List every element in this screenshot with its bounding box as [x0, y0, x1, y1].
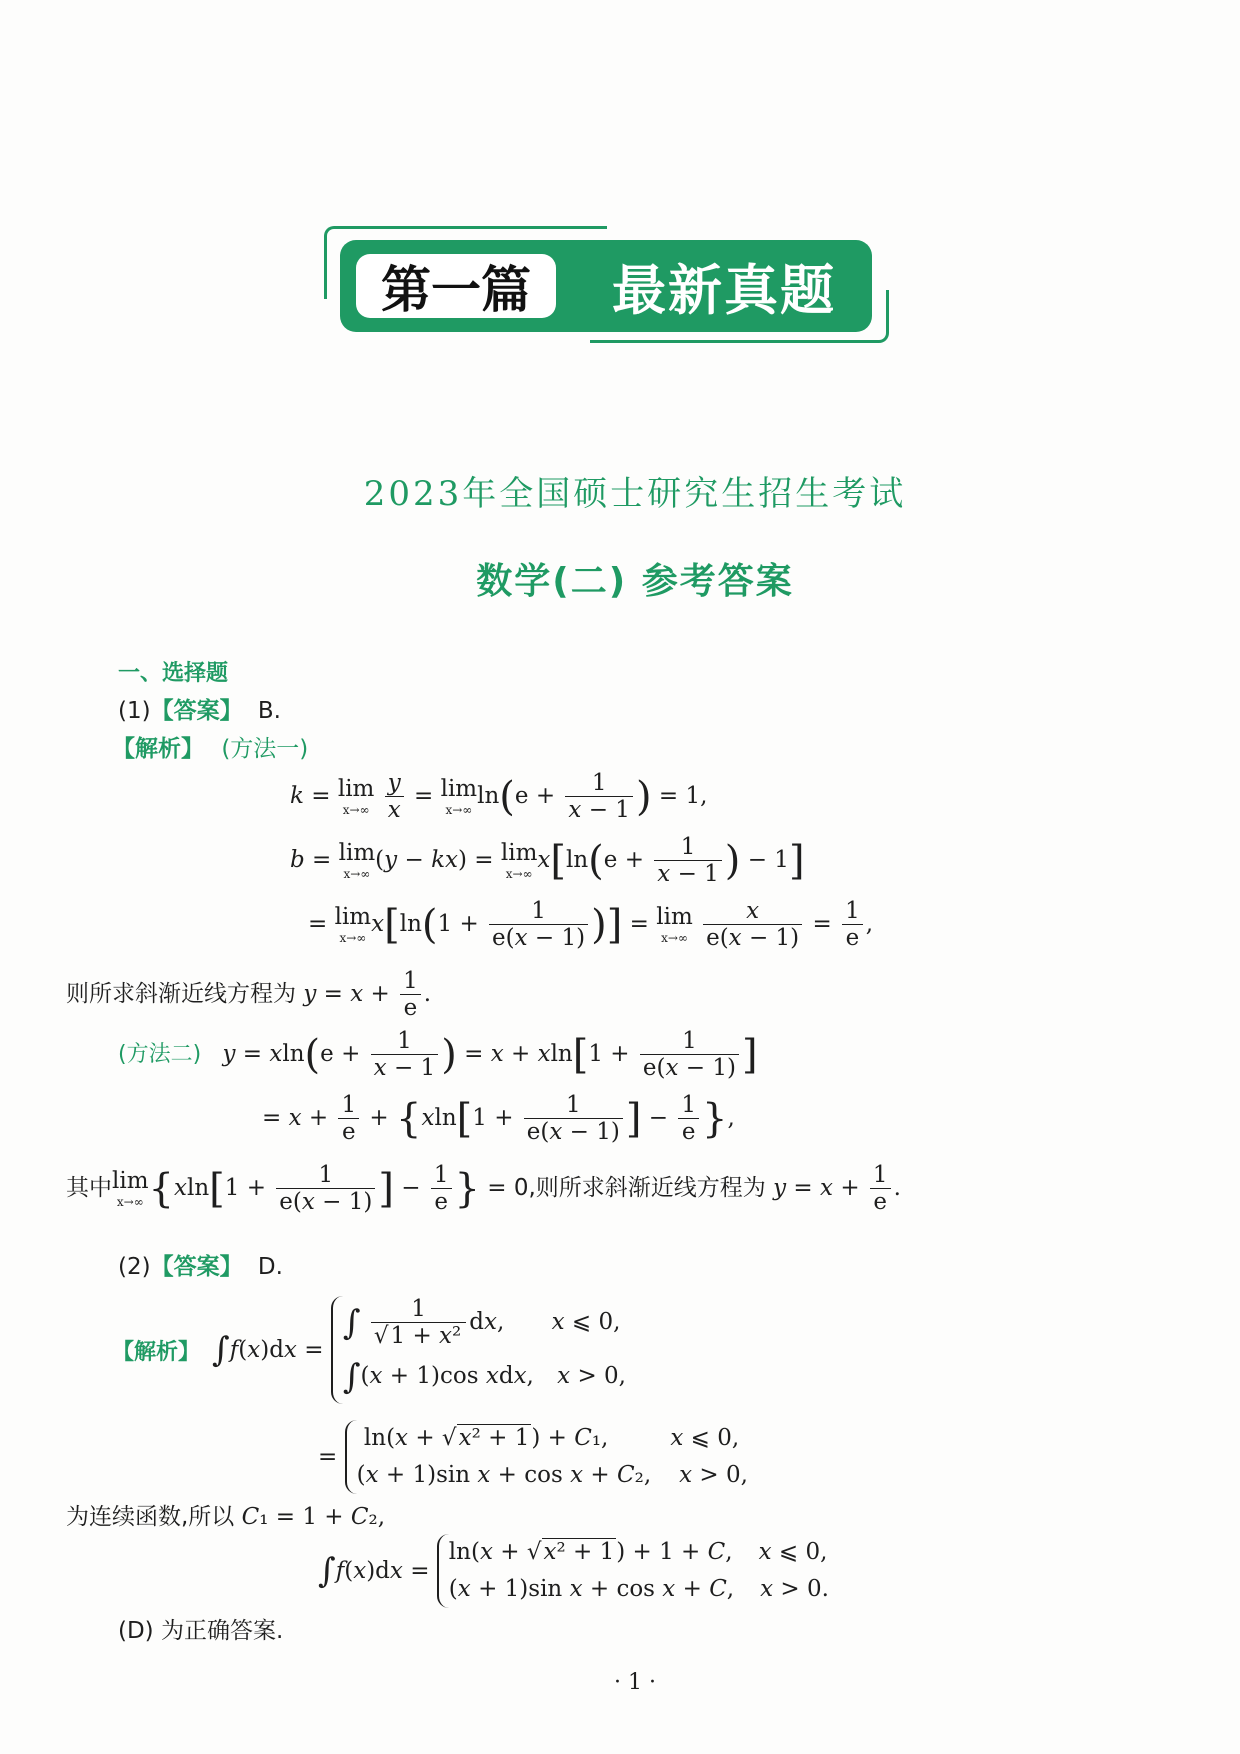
- q1-method2-label: (方法二): [118, 1041, 202, 1067]
- exam-title: 2023年全国硕士研究生招生考试: [363, 474, 907, 514]
- q1-analysis-line: [112, 730, 308, 763]
- q2-continuity-line: 为连续函数,所以 C₁ = 1 + C₂,: [66, 1504, 386, 1530]
- equation-k: k = lim x→∞ $\frac{y}{x}$ = lim x→∞ ln(e + $\frac{1}{x - 1}$ ) = 1,: [290, 770, 708, 824]
- q2-final-text: (D) 为正确答案.: [118, 1618, 284, 1644]
- method2-line1: (方法二) y = xln(e + $\frac{1}{x - 1}$ ) = x + xln[1 + $\frac{1}{e(x - 1)}$ ]: [118, 1028, 758, 1082]
- page-number-value: 1: [628, 1670, 642, 1695]
- q2-continuity-text: 为连续函数,所以: [66, 1504, 235, 1530]
- banner-title: 最新真题: [612, 258, 836, 322]
- q1-number: (1): [118, 698, 151, 724]
- q1-answer: B.: [257, 698, 281, 724]
- q2-answer-line: [118, 1248, 283, 1281]
- method2-line2: = x + $\frac{1}{e}$ + {xln[1 + $\frac{1}{e(x - 1)}$ ] − $\frac{1}{e}$ },: [262, 1092, 735, 1146]
- equation-b-line2: = lim x→∞ x[ln(1 + $\frac{1}{e(x - 1)}$ )] = lim x→∞ $\frac{x}{e(x - 1)}$ = $\frac{1}{e}$ ,: [308, 898, 874, 952]
- q1-analysis-label: 【解析】: [112, 736, 204, 762]
- q2-final-integral: ∫ f ( x )d x = ln(x + √x² + 1) + 1 + C, x ⩽ 0, (x + 1)sin x + cos x + C, x > 0.: [318, 1534, 829, 1608]
- q1-conclusion2: 其中lim x→∞ {xln[1 + $\frac{1}{e(x - 1)}$ ] − $\frac{1}{e}$ } = 0,则所求斜渐近线方程为 y = x + $\frac{1}{e}$ .: [66, 1162, 901, 1216]
- q1-method1-label: (方法一): [221, 736, 309, 762]
- subject-title: 数学(二) 参考答案: [476, 561, 794, 602]
- page-number: · 1 ·: [614, 1670, 656, 1695]
- q2-integral-definition: 【解析】 ∫ f ( x )d x = ∫ $\frac{1}{\text{√1 + x²}}$ dx, x ⩽ 0, ∫(x + 1)cos xdx, x > 0,: [112, 1280, 626, 1420]
- q2-answer-label: 【答案】: [150, 1254, 243, 1280]
- equation-b-line1: b = lim x→∞ (y − kx) = lim x→∞ x[ln(e + $\frac{1}{x - 1}$ ) − 1]: [290, 834, 805, 888]
- chapter-banner: [340, 240, 872, 332]
- q2-answer: D.: [257, 1254, 283, 1280]
- section-heading: 一、选择题: [118, 661, 229, 686]
- q2-integral-result: = ln(x + √x² + 1) + C₁, x ⩽ 0, (x + 1)sin x + cos x + C₂, x > 0,: [318, 1420, 748, 1494]
- q1-conclusion2-text: = 0,则所求斜渐近线方程为: [487, 1174, 766, 1201]
- q1-conclusion1-text: 则所求斜渐近线方程为: [66, 980, 296, 1007]
- q1-answer-line: [118, 692, 281, 725]
- q2-number: (2): [118, 1254, 151, 1280]
- q2-analysis-label: 【解析】: [112, 1339, 201, 1365]
- q1-answer-label: 【答案】: [150, 698, 243, 724]
- banner-part-label: 第一篇: [356, 254, 556, 318]
- q1-conclusion2-prefix: 其中: [66, 1174, 112, 1201]
- q1-conclusion1: 则所求斜渐近线方程为 y = x + $\frac{1}{e}$ .: [66, 968, 432, 1022]
